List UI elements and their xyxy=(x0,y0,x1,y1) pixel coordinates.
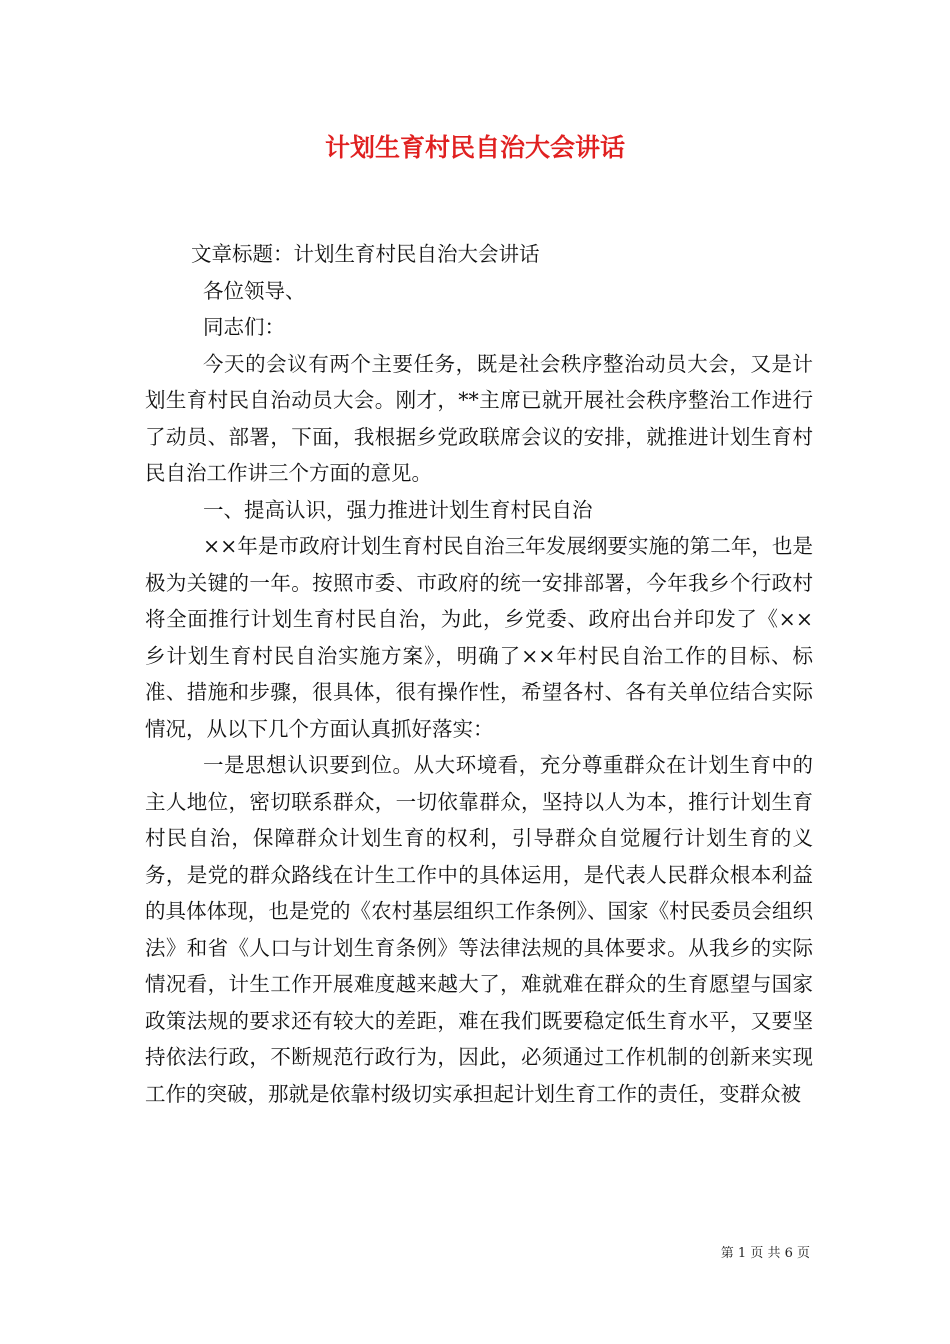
section-heading-1: 一、提高认识，强力推进计划生育村民自治 xyxy=(203,497,593,522)
salutation-leaders: 各位领导、 xyxy=(203,278,306,303)
article-title-line: 文章标题：计划生育村民自治大会讲话 xyxy=(191,242,540,266)
document-body xyxy=(145,236,813,1112)
salutation-comrades: 同志们： xyxy=(203,315,285,339)
paragraph-awareness: 一是思想认识要到位。从大环境看，充分尊重群众在计划生育中的主人地位，密切联系群众，一切依靠群众，坚持以人为本，推行计划生育村民自治，保障群众计划生育的权利，引导群众自觉履行计划生育的义务，是党的群众路线在计生工作中的具体运用，是代表人民群众根本利益的具体体现，也是党的《农村基层组织工作条例》、国家《村民委员会组织法》和省《人口与计划生育条例》等法律法规的具体要求。从我乡的实际情况看，计生工作开展难度越来越大了，难就难在群众的生育愿望与国家政策法规的要求还有较大的差距，难在我们既要稳定低生育水平，又要坚持依法行政，不断规范行政行为，因此，必须通过工作机制的创新来实现工作的突破，那就是依靠村级切实承担起计划生育工作的责任，变群众被 xyxy=(145,753,813,1106)
document-title: 计划生育村民自治大会讲话 xyxy=(324,133,625,162)
paragraph-intro: 今天的会议有两个主要任务，既是社会秩序整治动员大会，又是计划生育村民自治动员大会。刚才，**主席已就开展社会秩序整治工作进行了动员、部署，下面，我根据乡党政联席会议的安排，就推进计划生育村民自治工作讲三个方面的意见。 xyxy=(145,351,813,485)
page-number: 第 1 页 共 6 页 xyxy=(720,1246,810,1261)
paragraph-plan: ××年是市政府计划生育村民自治三年发展纲要实施的第二年，也是极为关键的一年。按照市委、市政府的统一安排部署，今年我乡个行政村将全面推行计划生育村民自治，为此，乡党委、政府出台并印发了《××乡计划生育村民自治实施方案》，明确了××年村民自治工作的目标、标准、措施和步骤，很具体，很有操作性，希望各村、各有关单位结合实际情况，从以下几个方面认真抓好落实： xyxy=(145,534,813,741)
